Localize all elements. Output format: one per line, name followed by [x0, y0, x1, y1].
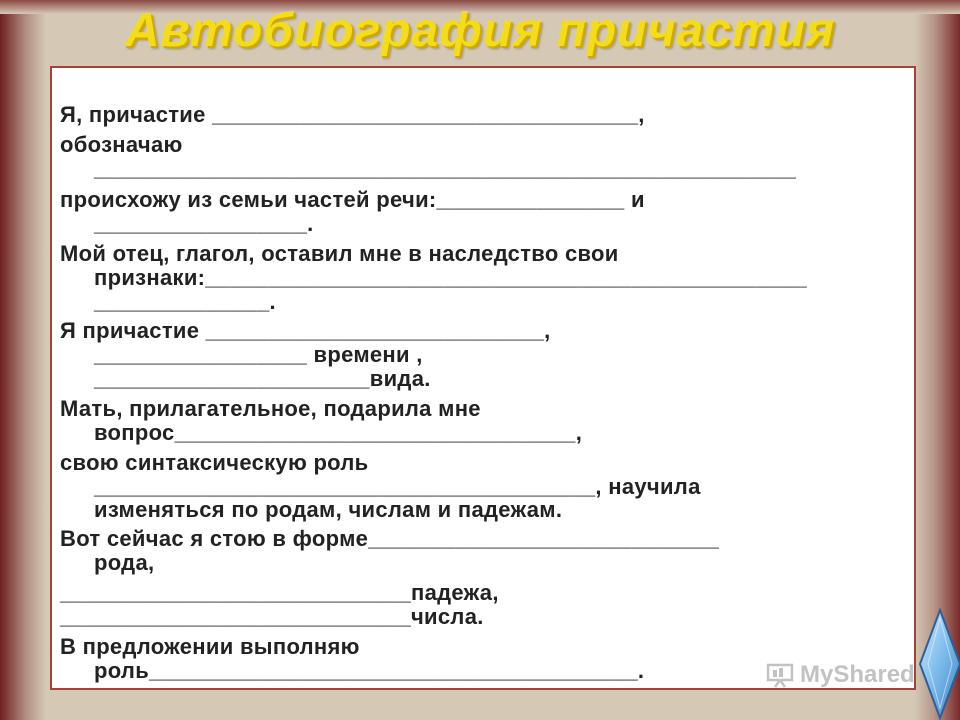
slide-title: Автобиография причастия: [124, 4, 836, 57]
text-line-13: вопрос________________________________,: [94, 420, 583, 445]
text-line-21: В предложении выполняю: [60, 634, 360, 659]
text-line-5: _________________.: [94, 211, 314, 236]
text-line-1: Я, причастие __________________________________,: [60, 102, 645, 127]
text-line-2: обозначаю: [60, 132, 183, 157]
watermark-logo: [766, 660, 915, 690]
text-line-8: ______________.: [94, 289, 276, 314]
text-line-17: Вот сейчас я стою в форме____________________________: [60, 526, 720, 551]
watermark-text: MyShared: [800, 661, 915, 688]
text-line-14: свою синтаксическую роль: [60, 450, 369, 475]
text-line-11: ______________________вида.: [94, 366, 431, 391]
text-line-6: Мой отец, глагол, оставил мне в наследство свои: [60, 241, 619, 266]
presentation-board-icon: [766, 662, 794, 688]
text-line-15: ________________________________________, научила: [94, 474, 701, 499]
text-line-22: роль_______________________________________.: [94, 658, 645, 683]
text-line-16: изменяться по родам, числам и падежам.: [94, 497, 563, 522]
text-line-7: признаки:________________________________________________: [94, 265, 807, 290]
text-line-4: происхожу из семьи частей речи:_______________ и: [60, 187, 645, 212]
text-line-19: ____________________________падежа,: [60, 580, 499, 605]
slide-frame-left: [0, 0, 46, 720]
text-line-10: _________________ времени ,: [94, 342, 423, 367]
text-line-18: рода,: [94, 550, 155, 575]
diamond-navigation-icon[interactable]: [918, 608, 960, 720]
text-line-9: Я причастие ___________________________,: [60, 318, 551, 343]
text-line-12: Мать, прилагательное, подарила мне: [60, 396, 481, 421]
text-line-3: ________________________________________________________: [94, 156, 796, 181]
text-line-20: ____________________________числа.: [60, 604, 484, 629]
